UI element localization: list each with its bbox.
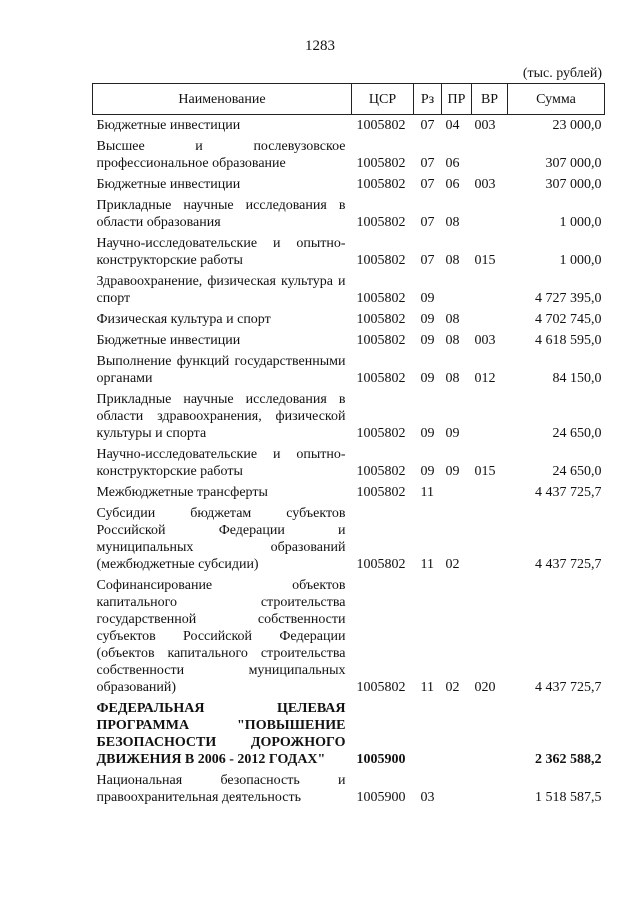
cell-csr: 1005802 [356,333,406,348]
cell-name: Софинансирование объектов капитального строительства государственной собственности субъектов Российской Федерации (объектов капитального строительства собственности муниципальных образований) [96,578,346,695]
cell-rz: 07 [420,156,435,171]
cell-pr [442,772,472,810]
cell-name: Субсидии бюджетам субъектов Российской Федерации и муниципальных образований (межбюджетные субсидии) [96,506,346,572]
cell-pr: 02 [445,557,460,572]
cell-csr: 1005802 [356,557,406,572]
cell-name: Бюджетные инвестиции [96,333,241,348]
header-sum: Сумма [508,84,605,115]
cell-name: Здравоохранение, физическая культура и спорт [96,274,346,306]
table-row [93,138,605,176]
cell-sum: 4 702 745,0 [535,312,602,327]
cell-rz: 07 [420,177,435,192]
cell-csr: 1005802 [356,156,406,171]
cell-csr: 1005802 [356,485,406,500]
table-row [93,176,605,197]
cell-csr: 1005802 [356,312,406,327]
cell-name: Национальная безопасность и правоохранительная деятельность [96,773,346,805]
cell-vr [472,273,508,311]
cell-rz: 09 [420,371,435,386]
cell-vr: 003 [474,118,496,133]
cell-name: Выполнение функций государственными органами [96,354,346,386]
cell-pr [442,700,472,772]
cell-rz: 03 [420,790,435,805]
cell-vr [472,311,508,332]
cell-name: Физическая культура и спорт [96,312,271,327]
page-number: 1283 [305,38,335,54]
table-row [93,311,605,332]
table-row [93,700,605,772]
cell-vr [472,138,508,176]
cell-name: Межбюджетные трансферты [96,485,268,500]
cell-csr: 1005802 [356,215,406,230]
cell-vr [472,197,508,235]
cell-sum: 1 000,0 [559,253,602,268]
cell-rz: 11 [420,485,434,500]
header-pr: ПР [442,84,472,115]
cell-vr [472,505,508,577]
cell-sum: 307 000,0 [545,156,602,171]
table-row [93,577,605,700]
cell-rz: 09 [420,333,435,348]
cell-vr [472,484,508,505]
header-csr: ЦСР [352,84,414,115]
cell-rz: 09 [420,291,435,306]
cell-rz: 07 [420,215,435,230]
cell-pr: 08 [445,253,460,268]
cell-vr: 015 [474,253,496,268]
cell-csr: 1005802 [356,118,406,133]
cell-pr: 08 [445,333,460,348]
cell-pr: 06 [445,177,460,192]
cell-vr [472,772,508,810]
cell-sum: 84 150,0 [552,371,602,386]
cell-sum: 4 727 395,0 [535,291,602,306]
cell-name: Высшее и послевузовское профессиональное образование [96,139,346,171]
cell-sum: 23 000,0 [552,118,602,133]
cell-vr [472,700,508,772]
cell-pr [442,273,472,311]
cell-name: Прикладные научные исследования в области здравоохранения, физической культуры и спорта [96,392,346,441]
cell-pr: 06 [445,156,460,171]
cell-sum: 2 362 588,2 [535,752,602,767]
cell-pr: 08 [445,312,460,327]
cell-pr: 02 [445,680,460,695]
cell-vr [472,391,508,446]
cell-vr: 012 [474,371,496,386]
table-row [93,353,605,391]
cell-vr: 015 [474,464,496,479]
units-label: (тыс. рублей) [522,66,602,81]
table-row [93,484,605,505]
table-row [93,772,605,810]
cell-name: Прикладные научные исследования в области образования [96,198,346,230]
cell-csr: 1005802 [356,291,406,306]
cell-rz: 09 [420,312,435,327]
table-row [93,115,605,139]
cell-rz: 11 [420,557,434,572]
cell-csr: 1005802 [356,253,406,268]
table-row [93,332,605,353]
header-vr: ВР [472,84,508,115]
cell-pr: 04 [445,118,460,133]
cell-vr: 020 [474,680,496,695]
cell-csr: 1005802 [356,371,406,386]
cell-rz: 07 [420,253,435,268]
cell-vr: 003 [474,177,496,192]
cell-csr: 1005802 [356,426,406,441]
cell-csr: 1005802 [356,680,406,695]
cell-sum: 24 650,0 [552,464,602,479]
cell-pr: 08 [445,215,460,230]
cell-vr: 003 [474,333,496,348]
cell-name: ФЕДЕРАЛЬНАЯ ЦЕЛЕВАЯ ПРОГРАММА "ПОВЫШЕНИЕ БЕЗОПАСНОСТИ ДОРОЖНОГО ДВИЖЕНИЯ В 2006 - 2012 ГОДАХ" [96,701,346,767]
table-row [93,273,605,311]
cell-sum: 4 437 725,7 [535,557,602,572]
header-rz: Рз [414,84,442,115]
table-row [93,197,605,235]
cell-csr: 1005802 [356,464,406,479]
header-name: Наименование [93,84,352,115]
cell-name: Научно-исследовательские и опытно-конструкторские работы [96,236,346,268]
cell-name: Научно-исследовательские и опытно-конструкторские работы [96,447,346,479]
cell-csr: 1005802 [356,177,406,192]
cell-sum: 4 437 725,7 [535,485,602,500]
cell-rz: 09 [420,426,435,441]
cell-csr: 1005900 [356,790,406,805]
cell-rz: 11 [420,680,434,695]
cell-name: Бюджетные инвестиции [96,177,241,192]
cell-rz: 07 [420,118,435,133]
budget-table [92,83,605,810]
cell-pr: 08 [445,371,460,386]
cell-pr: 09 [445,464,460,479]
table-row [93,391,605,446]
table-row [93,446,605,484]
table-header-row [93,84,605,115]
cell-sum: 4 618 595,0 [535,333,602,348]
cell-pr [442,484,472,505]
cell-pr: 09 [445,426,460,441]
cell-name: Бюджетные инвестиции [96,118,241,133]
cell-sum: 24 650,0 [552,426,602,441]
cell-sum: 1 518 587,5 [535,790,602,805]
cell-rz [414,700,442,772]
cell-sum: 307 000,0 [545,177,602,192]
cell-rz: 09 [420,464,435,479]
cell-csr: 1005900 [356,752,406,767]
cell-sum: 4 437 725,7 [535,680,602,695]
cell-sum: 1 000,0 [559,215,602,230]
table-row [93,505,605,577]
table-row [93,235,605,273]
